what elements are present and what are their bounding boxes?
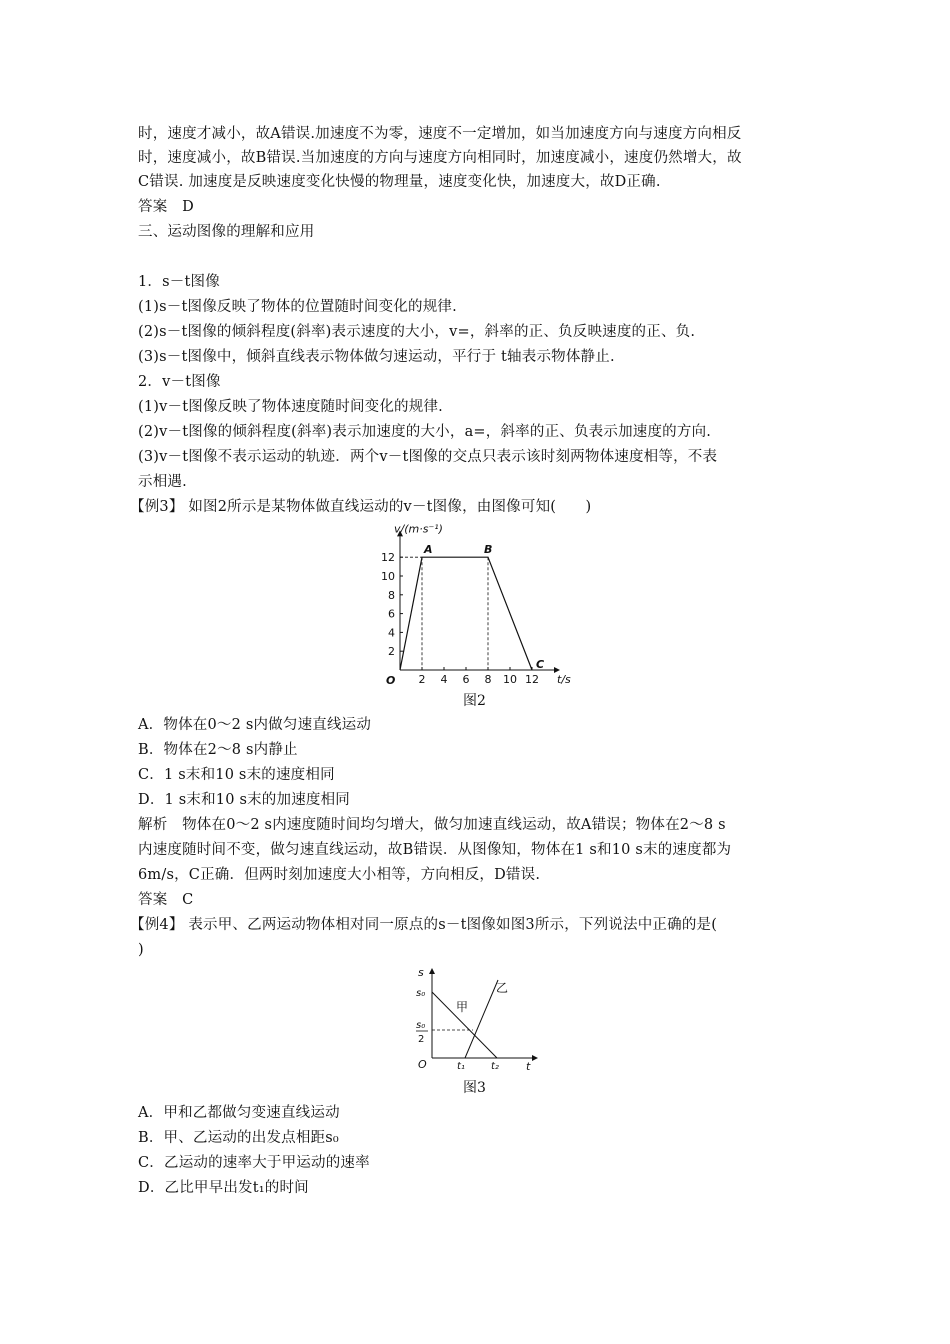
x-tick-label: 2 bbox=[418, 673, 426, 685]
x-axis-label: t/s bbox=[557, 673, 571, 685]
x-tick-label: 8 bbox=[484, 673, 492, 685]
t2-label: t₂ bbox=[491, 1061, 499, 1070]
y-tick-label: 12 bbox=[381, 551, 395, 565]
text-line: (2)s－t图像的倾斜程度(斜率)表示速度的大小，v=，斜率的正、负反映速度的正、负. bbox=[138, 324, 696, 340]
text-line: (3)s－t图像中，倾斜直线表示物体做匀速运动，平行于 t轴表示物体静止. bbox=[138, 349, 615, 365]
option-a: A．甲和乙都做匀变速直线运动 bbox=[138, 1105, 340, 1121]
s-axis-arrow bbox=[429, 968, 435, 974]
option-d: D．乙比甲早出发t₁的时间 bbox=[138, 1180, 309, 1196]
point-label-a: A bbox=[424, 543, 433, 557]
t-axis-label: t bbox=[526, 1060, 531, 1070]
t1-label: t₁ bbox=[457, 1061, 465, 1070]
analysis-line: 内速度随时间不变，做匀速直线运动，故B错误．从图像知，物体在1 s和10 s末的速度都为 bbox=[138, 842, 732, 858]
x-tick-label: 10 bbox=[503, 673, 517, 685]
text-line: C错误. 加速度是反映速度变化快慢的物理量，速度变化快，加速度大，故D正确. bbox=[138, 174, 661, 190]
x-tick-label: 12 bbox=[525, 673, 539, 685]
option-b: B．物体在2～8 s内静止 bbox=[138, 742, 298, 758]
option-d: D．1 s末和10 s末的加速度相同 bbox=[138, 792, 351, 808]
point-label-o: O bbox=[386, 674, 396, 685]
y-tick-label: 8 bbox=[388, 588, 395, 602]
half-s0-numerator: s₀ bbox=[416, 1020, 426, 1031]
subheading: 1．s－t图像 bbox=[138, 274, 220, 290]
t-axis-arrow bbox=[532, 1055, 538, 1061]
figure-3-caption: 图3 bbox=[463, 1080, 486, 1096]
y-tick-label: 4 bbox=[388, 626, 395, 640]
x-tick-label: 4 bbox=[440, 673, 448, 685]
subheading: 2．v－t图像 bbox=[138, 374, 221, 390]
y-axis-label: v/(m·s⁻¹) bbox=[394, 522, 443, 536]
text-line: (3)v－t图像不表示运动的轨迹．两个v－t图像的交点只表示该时刻两物体速度相等，不表 bbox=[138, 449, 718, 465]
y-tick-label: 2 bbox=[388, 645, 395, 659]
text-line: (1)v－t图像反映了物体速度随时间变化的规律. bbox=[138, 399, 443, 415]
text-line: (1)s－t图像反映了物体的位置随时间变化的规律. bbox=[138, 299, 457, 315]
y-tick-label: 6 bbox=[388, 607, 395, 621]
figure-2-caption: 图2 bbox=[463, 693, 486, 709]
vt-chart bbox=[360, 520, 600, 685]
option-c: C．乙运动的速率大于甲运动的速率 bbox=[138, 1155, 370, 1171]
answer-line: 答案 D bbox=[138, 199, 194, 215]
answer-line: 答案 C bbox=[138, 892, 194, 908]
text-line: (2)v－t图像的倾斜程度(斜率)表示加速度的大小，a=，斜率的正、负表示加速度的方向. bbox=[138, 424, 712, 440]
velocity-series-line bbox=[400, 557, 532, 670]
jia-label: 甲 bbox=[456, 1000, 469, 1014]
text-line: ) bbox=[138, 942, 144, 958]
example-4-question: 【例4】 表示甲、乙两运动物体相对同一原点的s－t图像如图3所示，下列说法中正确的是( bbox=[130, 917, 718, 933]
yi-label: 乙 bbox=[496, 981, 509, 995]
x-tick-label: 6 bbox=[462, 673, 470, 685]
analysis-line: 6m/s，C正确．但两时刻加速度大小相等，方向相反，D错误. bbox=[138, 867, 541, 883]
st-chart bbox=[410, 958, 540, 1070]
text-line: 示相遇. bbox=[138, 474, 187, 490]
half-s0-denominator: 2 bbox=[418, 1034, 425, 1045]
s0-label: s₀ bbox=[416, 988, 426, 999]
point-label-b: B bbox=[484, 543, 493, 557]
option-c: C．1 s末和10 s末的速度相同 bbox=[138, 767, 335, 783]
origin-label: O bbox=[418, 1058, 427, 1070]
option-b: B．甲、乙运动的出发点相距s₀ bbox=[138, 1130, 339, 1146]
option-a: A．物体在0～2 s内做匀速直线运动 bbox=[138, 717, 372, 733]
figure-3 bbox=[410, 958, 540, 1070]
yi-line bbox=[465, 980, 498, 1058]
example-3-question: 【例3】 如图2所示是某物体做直线运动的v－t图像，由图像可知( ) bbox=[130, 499, 592, 515]
point-label-c: C bbox=[536, 658, 545, 671]
y-tick-label: 10 bbox=[381, 570, 395, 583]
figure-2 bbox=[360, 520, 600, 685]
analysis-line: 解析 物体在0～2 s内速度随时间均匀增大，做匀加速直线运动，故A错误；物体在2～8 s bbox=[138, 817, 726, 833]
s-axis-label: s bbox=[418, 966, 424, 979]
text-line: 时，速度才减小，故A错误.加速度不为零，速度不一定增加，如当加速度方向与速度方向相反 bbox=[138, 126, 742, 142]
section-heading: 三、运动图像的理解和应用 bbox=[138, 224, 315, 240]
text-line: 时，速度减小，故B错误.当加速度的方向与速度方向相同时，加速度减小，速度仍然增大，故 bbox=[138, 150, 742, 166]
